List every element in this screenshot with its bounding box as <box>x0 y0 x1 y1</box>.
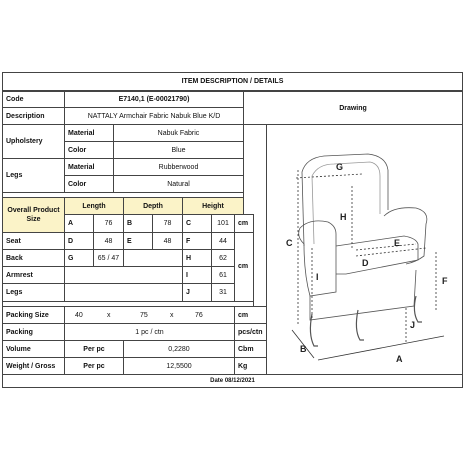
upholstery-color-label: Color <box>64 141 114 159</box>
dim-d-line <box>356 244 416 250</box>
dim-e-letter: E <box>123 232 153 250</box>
legs-size-label: Legs <box>2 283 65 302</box>
legs-material-value: Rubberwood <box>113 158 244 176</box>
weight-label: Weight / Gross <box>2 357 65 375</box>
unit-cm-2: cm <box>234 232 254 302</box>
right-arm <box>384 208 427 264</box>
armrest-empty <box>64 266 183 284</box>
volume-label: Volume <box>2 340 65 358</box>
legs-color-label: Color <box>64 175 114 193</box>
upholstery-color-value: Blue <box>113 141 244 159</box>
dim-f-letter: F <box>182 232 212 250</box>
dim-j-value: 31 <box>211 283 235 302</box>
packing-size-values <box>64 306 235 324</box>
label-j: J <box>410 320 416 330</box>
dim-b-letter: B <box>123 214 153 233</box>
dim-f-value: 44 <box>211 232 235 250</box>
packing-dim-2: 75 <box>140 311 148 319</box>
back-label: Back <box>2 249 65 267</box>
label-e: E <box>394 238 401 248</box>
back-empty <box>123 249 183 267</box>
legs-label: Legs <box>2 158 65 193</box>
dim-j-letter: J <box>182 283 212 302</box>
dim-h-value: 62 <box>211 249 235 267</box>
height-header: Height <box>182 197 244 215</box>
packing-unit: pcs/ctn <box>234 323 267 341</box>
code-value: E7140,1 (E-00021790) <box>64 91 244 108</box>
packing-dim-3: 76 <box>195 311 203 319</box>
label-h: H <box>340 212 347 222</box>
volume-per: Per pc <box>64 340 124 358</box>
dim-i-value: 61 <box>211 266 235 284</box>
legs-color-value: Natural <box>113 175 244 193</box>
description-value: NATTALY Armchair Fabric Nabuk Blue K/D <box>64 107 244 125</box>
dim-e-value: 48 <box>152 232 183 250</box>
dim-h-letter: H <box>182 249 212 267</box>
description-label: Description <box>2 107 65 125</box>
dim-g-value: 65 / 47 <box>93 249 124 267</box>
upholstery-material-label: Material <box>64 124 114 142</box>
unit-cm-1: cm <box>234 214 254 233</box>
dim-g-line <box>296 174 362 178</box>
packing-size-label: Packing Size <box>2 306 65 324</box>
upholstery-material-value: Nabuk Fabric <box>113 124 244 142</box>
dim-c-letter: C <box>182 214 212 233</box>
length-header: Length <box>64 197 124 215</box>
legs-size-empty <box>64 283 183 302</box>
chair-back-outline <box>302 154 388 246</box>
label-c: C <box>286 238 293 248</box>
packing-label: Packing <box>2 323 65 341</box>
item-details-sheet <box>0 72 465 388</box>
drawing-label: Drawing <box>243 91 463 125</box>
upholstery-label: Upholstery <box>2 124 65 159</box>
label-d: D <box>362 258 369 268</box>
volume-value: 0,2280 <box>123 340 235 358</box>
weight-per: Per pc <box>64 357 124 375</box>
label-f: F <box>442 276 448 286</box>
leg-front-right <box>356 310 364 340</box>
weight-value: 12,5500 <box>123 357 235 375</box>
dim-a-line <box>318 336 444 360</box>
volume-unit: Cbm <box>234 340 267 358</box>
dim-b-value: 78 <box>152 214 183 233</box>
dim-e-line <box>356 248 426 256</box>
chair-front <box>310 270 416 320</box>
weight-unit: Kg <box>234 357 267 375</box>
dim-a-value: 76 <box>93 214 124 233</box>
packing-value: 1 pc / ctn <box>64 323 235 341</box>
left-arm <box>299 221 336 296</box>
dim-a-letter: A <box>64 214 94 233</box>
dim-d-letter: D <box>64 232 94 250</box>
legs-material-label: Material <box>64 158 114 176</box>
dim-g-letter: G <box>64 249 94 267</box>
armrest-label: Armrest <box>2 266 65 284</box>
packing-x-1: x <box>107 311 111 319</box>
packing-dim-1: 40 <box>75 311 83 319</box>
seat-label: Seat <box>2 232 65 250</box>
date-footer: Date 08/12/2021 <box>2 374 463 388</box>
chair-back-inner <box>312 162 380 244</box>
dim-i-letter: I <box>182 266 212 284</box>
seat-cushion <box>336 236 418 274</box>
armchair-drawing <box>266 124 463 375</box>
label-g: G <box>336 162 344 172</box>
overall-size-label: Overall Product Size <box>2 197 65 233</box>
label-a: A <box>396 354 403 364</box>
leg-back-right <box>414 296 422 322</box>
dim-d-value: 48 <box>93 232 124 250</box>
code-label: Code <box>2 91 65 108</box>
depth-header: Depth <box>123 197 183 215</box>
label-b: B <box>300 344 307 354</box>
label-i: I <box>316 272 319 282</box>
packing-x-2: x <box>170 311 174 319</box>
packing-size-unit: cm <box>234 306 267 324</box>
dim-c-value: 101 <box>211 214 235 233</box>
sheet-title: ITEM DESCRIPTION / DETAILS <box>2 72 463 91</box>
